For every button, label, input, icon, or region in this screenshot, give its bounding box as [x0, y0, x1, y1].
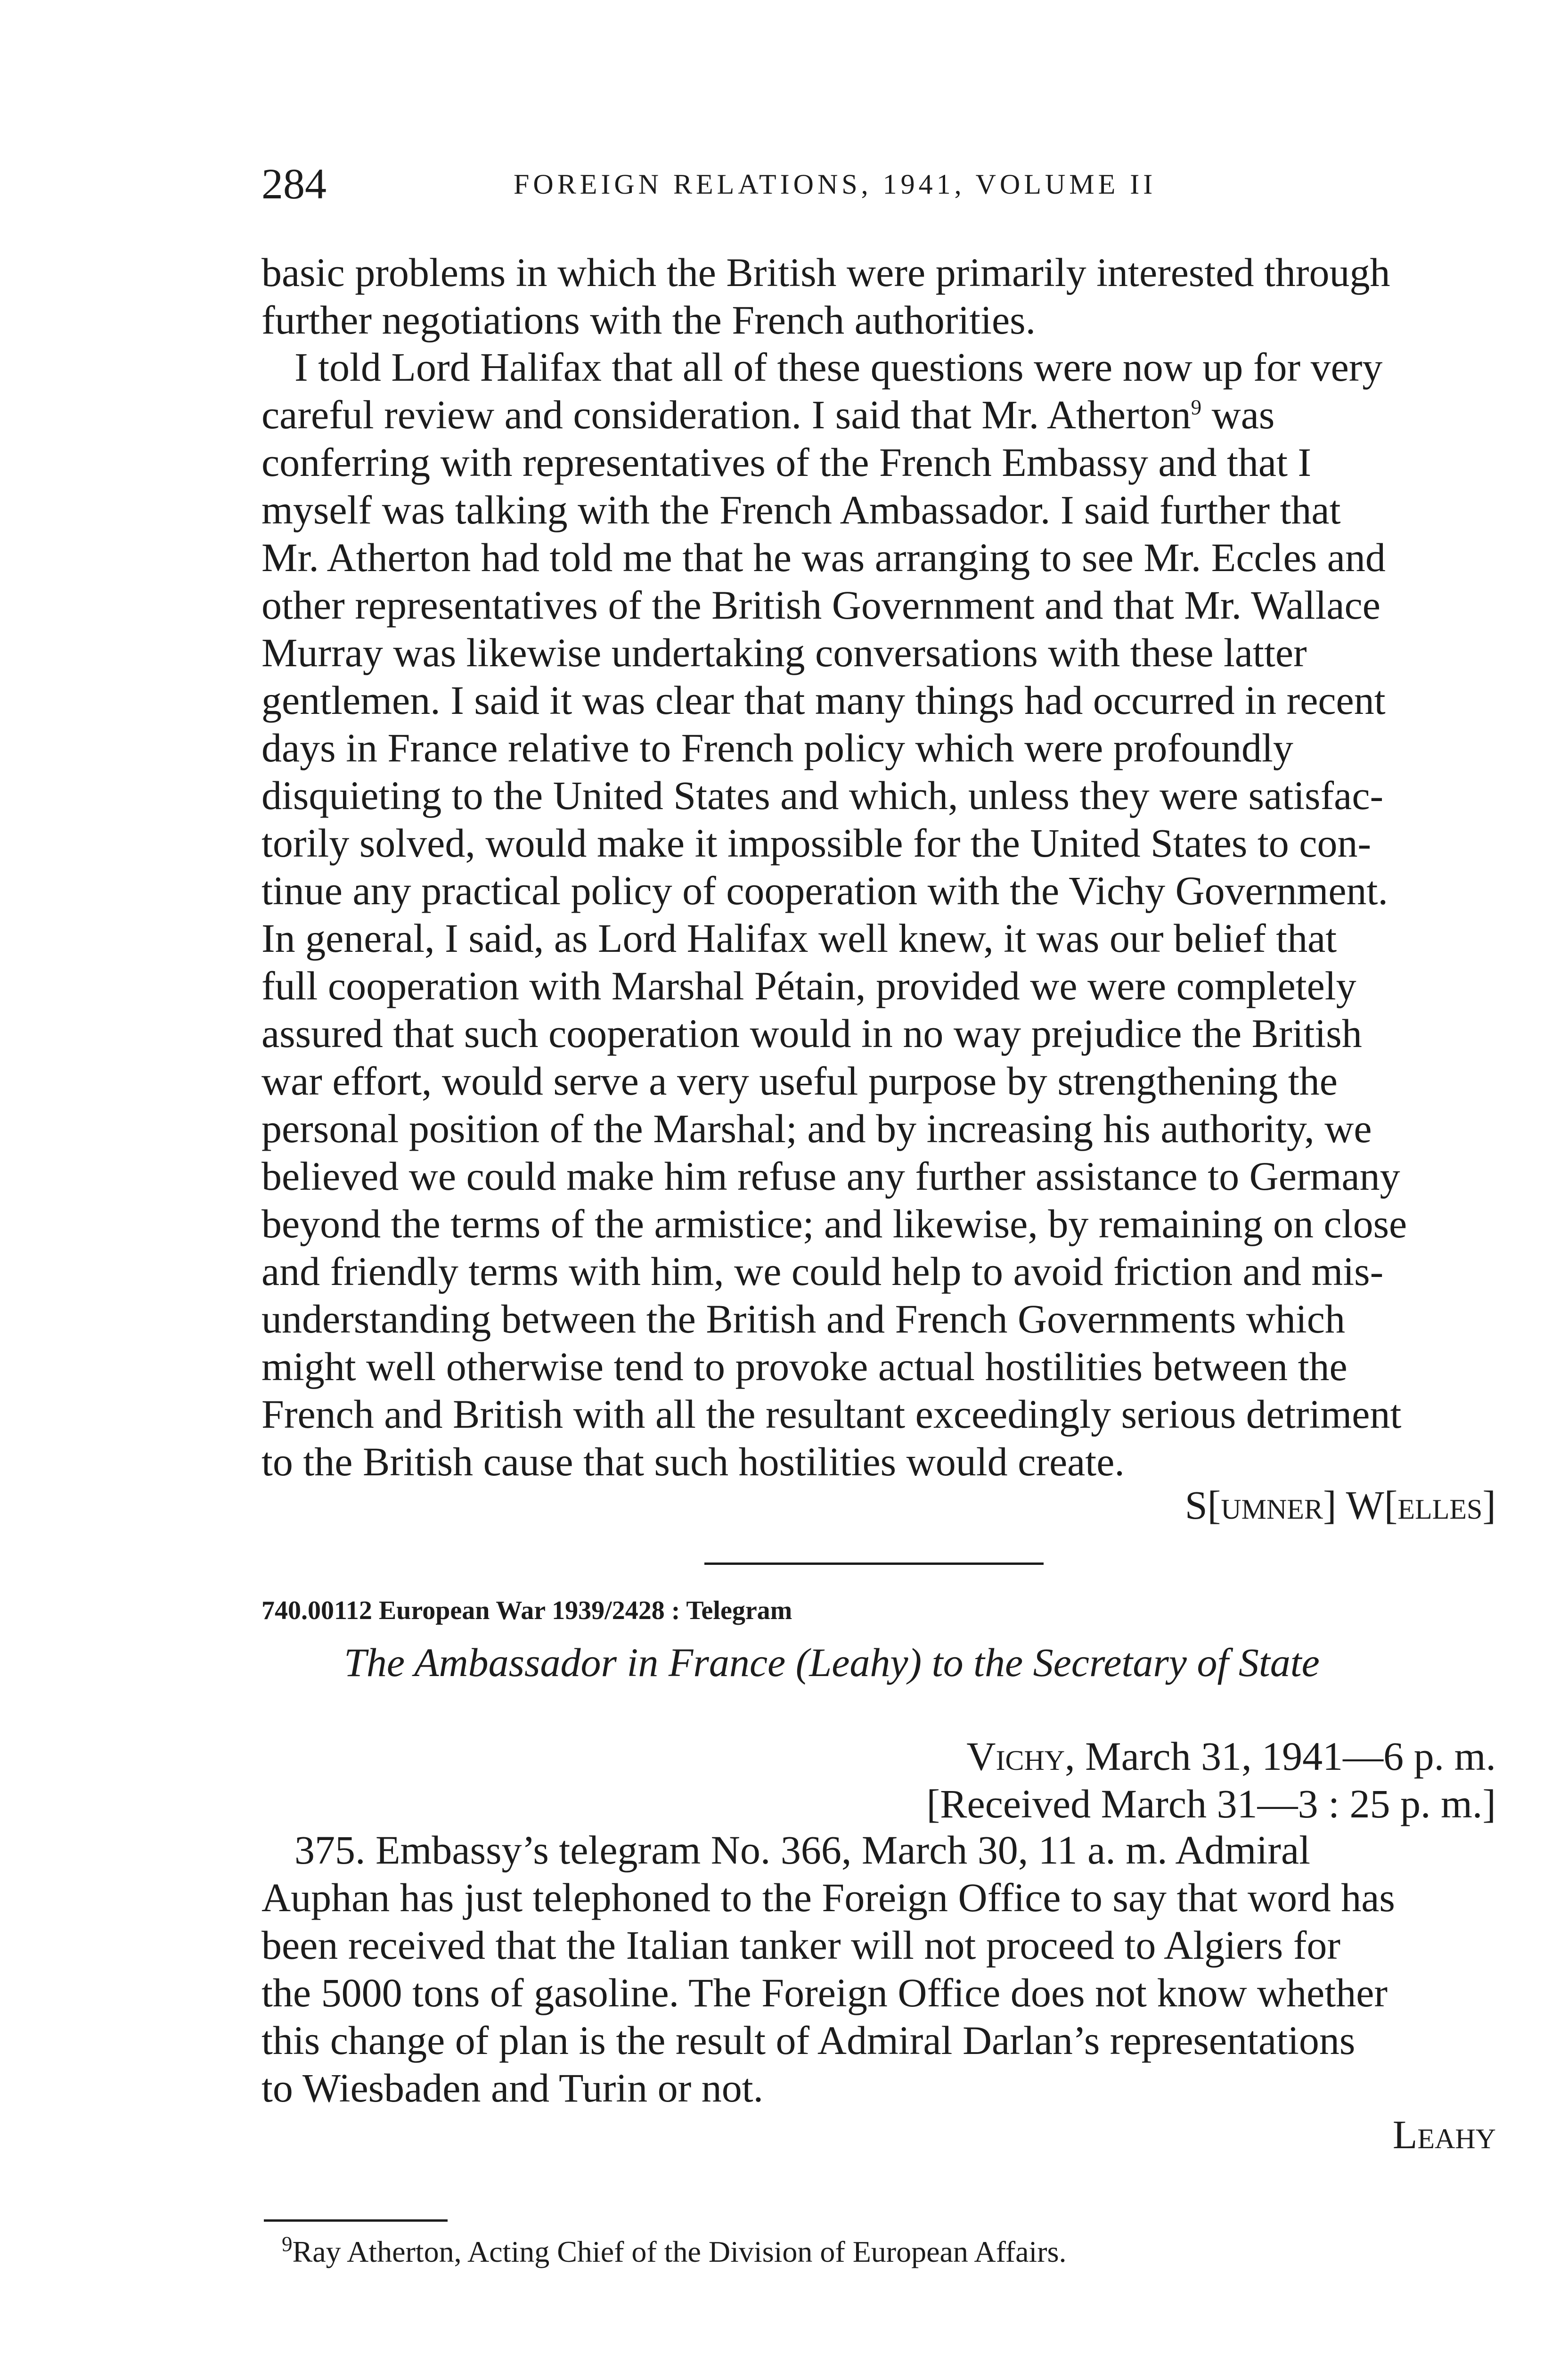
page-number: 284 — [261, 160, 327, 208]
paragraph-line: full cooperation with Marshal Pétain, provided we were completely — [261, 963, 1356, 1008]
paragraph-line: gentlemen. I said it was clear that many things had occurred in recent — [261, 678, 1386, 723]
signature-initial-w: W — [1346, 1482, 1384, 1528]
footnote-divider — [264, 2219, 448, 2222]
dateline-place: Vichy — [966, 1734, 1065, 1779]
signature-umner: [umner] — [1207, 1482, 1337, 1528]
paragraph-line: further negotiations with the French authorities. — [261, 297, 1036, 343]
file-reference: 740.00112 European War 1939/2428 : Telegram — [261, 1596, 792, 1625]
paragraph-line: Murray was likewise undertaking conversations with these latter — [261, 630, 1307, 675]
telegram-text — [261, 1826, 1496, 2112]
footnote-number: 9 — [282, 2232, 293, 2256]
paragraph-line: assured that such cooperation would in no way prejudice the British — [261, 1011, 1362, 1056]
telegram-line: to Wiesbaden and Turin or not. — [261, 2065, 764, 2111]
telegram-dateline — [966, 1733, 1496, 1780]
continued-paragraph — [261, 249, 1496, 344]
footnote-reference: 9 — [1191, 395, 1202, 419]
page-header — [261, 158, 1496, 210]
received-line: [Received March 31—3 : 25 p. m.] — [926, 1781, 1496, 1826]
paragraph-line: I told Lord Halifax that all of these questions were now up for very — [294, 344, 1383, 390]
paragraph-line: basic problems in which the British were primarily interested through — [261, 250, 1390, 295]
paragraph-line: Mr. Atherton had told me that he was arranging to see Mr. Eccles and — [261, 535, 1386, 580]
telegram-heading: The Ambassador in France (Leahy) to the Secretary of State — [344, 1640, 1320, 1685]
dateline-date: , March 31, 1941—6 p. m. — [1065, 1734, 1496, 1779]
footnote-text: Ray Atherton, Acting Chief of the Division of European Affairs. — [292, 2235, 1067, 2268]
paragraph-line: understanding between the British and French Governments which — [261, 1296, 1345, 1342]
paragraph-line: might well otherwise tend to provoke actual hostilities between the — [261, 1344, 1348, 1389]
paragraph-line: torily solved, would make it impossible for the United States to con- — [261, 820, 1372, 866]
telegram-line: been received that the Italian tanker will not proceed to Algiers for — [261, 1922, 1341, 1968]
paragraph-line: tinue any practical policy of cooperation with the Vichy Government. — [261, 868, 1388, 913]
paragraph-line: French and British with all the resultant exceedingly serious detriment — [261, 1391, 1402, 1437]
signature-initial-s: S — [1184, 1482, 1208, 1528]
paragraph-line: and friendly terms with him, we could help to avoid friction and mis- — [261, 1249, 1384, 1294]
paragraph-line: personal position of the Marshal; and by increasing his authority, we — [261, 1106, 1372, 1151]
paragraph-line: conferring with representatives of the French Embassy and that I — [261, 440, 1312, 485]
telegram-line: the 5000 tons of gasoline. The Foreign Office does not know whether — [261, 1970, 1388, 2015]
telegram-signature: Leahy — [1392, 2112, 1496, 2157]
running-title: FOREIGN RELATIONS, 1941, VOLUME II — [514, 169, 1157, 200]
paragraph-line-with-footnote — [261, 391, 1496, 439]
paragraph-line-text: was — [1211, 392, 1275, 437]
paragraph-line: war effort, would serve a very useful purpose by strengthening the — [261, 1058, 1338, 1104]
paragraph-line: to the British cause that such hostilities would create. — [261, 1439, 1125, 1484]
telegram-line: Auphan has just telephoned to the Foreign Office to say that word has — [261, 1875, 1395, 1920]
signature-elles: [elles] — [1384, 1482, 1496, 1528]
section-divider — [704, 1562, 1044, 1565]
paragraph-line-text: careful review and consideration. I said that Mr. Atherton — [261, 392, 1191, 437]
paragraph-line: myself was talking with the French Ambassador. I said further that — [261, 487, 1341, 532]
paragraph-line: In general, I said, as Lord Halifax well knew, it was our belief that — [261, 916, 1337, 961]
paragraph-line: believed we could make him refuse any further assistance to Germany — [261, 1153, 1400, 1199]
paragraph-line: days in France relative to French policy which were profoundly — [261, 725, 1293, 770]
telegram-line: 375. Embassy’s telegram No. 366, March 30, 11 a. m. Admiral — [294, 1827, 1311, 1873]
signature-welles — [1185, 1481, 1496, 1529]
main-paragraph — [261, 344, 1496, 1486]
telegram-line: this change of plan is the result of Admiral Darlan’s representations — [261, 2018, 1356, 2063]
paragraph-line: beyond the terms of the armistice; and likewise, by remaining on close — [261, 1201, 1407, 1246]
paragraph-line: disquieting to the United States and which, unless they were satisfac- — [261, 773, 1384, 818]
paragraph-line: other representatives of the British Government and that Mr. Wallace — [261, 582, 1380, 628]
footnote — [282, 2231, 1066, 2273]
